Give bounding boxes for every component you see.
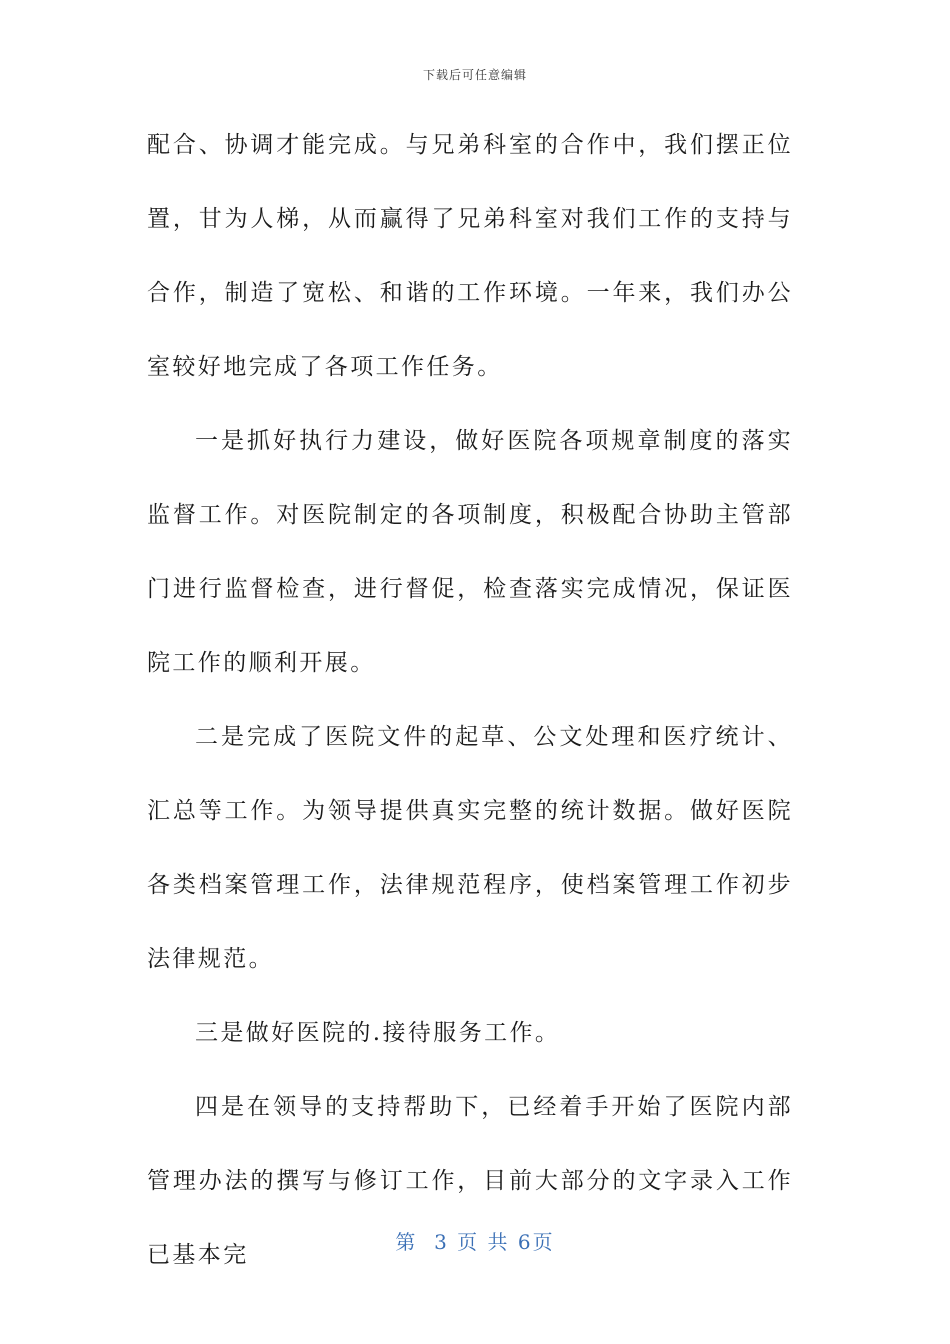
paragraph-item-1: 一是抓好执行力建设，做好医院各项规章制度的落实监督工作。对医院制定的各项制度，积极配合协助主管部门进行监督检查，进行督促，检查落实完成情况，保证医院工作的顺利开展。 bbox=[147, 428, 793, 676]
page-number-footer: 第 3 页 共 6页 bbox=[395, 1230, 555, 1254]
paragraph-item-4: 四是在领导的支持帮助下，已经着手开始了医院内部管理办法的撰写与修订工作，目前大部分的文字录入工作已基本完 bbox=[147, 1094, 793, 1268]
page-header: 下载后可任意编辑 bbox=[422, 68, 527, 82]
paragraph-item-2: 二是完成了医院文件的起草、公文处理和医疗统计、汇总等工作。为领导提供真实完整的统计数据。做好医院各类档案管理工作，法律规范程序，使档案管理工作初步法律规范。 bbox=[147, 724, 793, 972]
paragraph-continuation: 配合、协调才能完成。与兄弟科室的合作中，我们摆正位置，甘为人梯，从而赢得了兄弟科室对我们工作的支持与合作，制造了宽松、和谐的工作环境。一年来，我们办公室较好地完成了各项工作任务。 bbox=[147, 132, 793, 380]
paragraph-item-3: 三是做好医院的.接待服务工作。 bbox=[195, 1020, 561, 1046]
document-body bbox=[147, 108, 793, 1292]
